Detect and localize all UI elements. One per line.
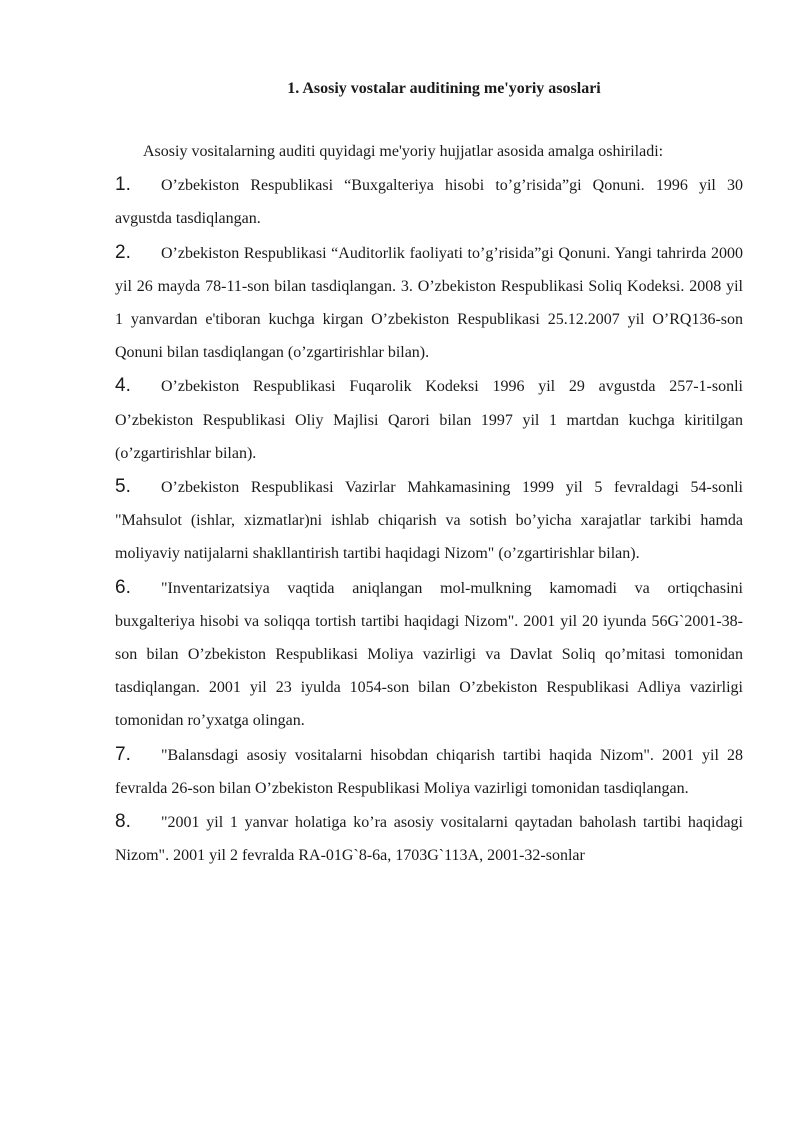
list-item — [115, 168, 743, 235]
list-item-text: "2001 yil 1 yanvar holatiga ko’ra asosiy vositalarni qaytadan baholash tartibi haqidagi Nizom". 2001 yil 2 fevralda RA-01G`8-6a, 1703G`113A, 2001-32-sonlar — [115, 814, 743, 865]
list-item-number: 6. — [115, 576, 131, 598]
list-item-text: O’zbekiston Respublikasi “Auditorlik faoliyati to’g’risida”gi Qonuni. Yangi tahrirda 2000 yil 26 mayda 78-11-son bilan tasdiqlangan. 3. O’zbekiston Respublikasi Soliq Kodeksi. 2008 yil 1 yanvardan e'tiboran kuchga kirgan O’zbekiston Respublikasi 25.12.2007 yil O’RQ136-son Qonuni bilan tasdiqlangan (o’zgartirishlar bilan). — [115, 244, 743, 362]
list-item-text: "Inventarizatsiya vaqtida aniqlangan mol-mulkning kamomadi va ortiqchasini buxgalteriya hisobi va soliqqa tortish tartibi haqidagi Nizom". 2001 yil 20 iyunda 56G`2001-38-son bilan O’zbekiston Respublikasi Moliya vazirligi va Davlat Soliq qo’mitasi tomonidan tasdiqlangan. 2001 yil 23 iyulda 1054-son bilan O’zbekiston Respublikasi Adliya vazirligi tomonidan ro’yxatga olingan. — [115, 579, 743, 730]
list-item — [115, 369, 743, 470]
list-item-text: O’zbekiston Respublikasi Fuqarolik Kodeksi 1996 yil 29 avgustda 257-1-sonli O’zbekiston Respublikasi Oliy Majlisi Qarori bilan 1997 yil 1 martdan kuchga kiritilgan (o’zgartirishlar bilan). — [115, 378, 743, 462]
page-title: 1. Asosiy vostalar auditining me'yoriy asoslari — [287, 80, 601, 97]
list-item — [115, 236, 743, 370]
list-item-text: O’zbekiston Respublikasi Vazirlar Mahkamasining 1999 yil 5 fevraldagi 54-sonli "Mahsulot (ishlar, xizmatlar)ni ishlab chiqarish va sotish bo’yicha xarajatlar tarkibi hamda moliyaviy natijalarni shakllantirish tartibi haqidagi Nizom" (o’zgartirishlar bilan). — [115, 479, 743, 563]
list-item — [115, 470, 743, 571]
list-item — [115, 571, 743, 738]
intro-paragraph: Asosiy vositalarning auditi quyidagi me'yoriy hujjatlar asosida amalga oshiriladi: — [143, 143, 664, 160]
list-item-number: 1. — [115, 174, 131, 196]
list-item-text: O’zbekiston Respublikasi “Buxgalteriya hisobi to’g’risida”gi Qonuni. 1996 yil 30 avgustda tasdiqlangan. — [115, 177, 743, 228]
list-item-number: 8. — [115, 811, 131, 833]
list-item — [115, 738, 743, 805]
list-item-number: 5. — [115, 476, 131, 498]
document-body — [115, 135, 743, 872]
list-item-number: 7. — [115, 743, 131, 765]
list-item — [115, 805, 743, 872]
list-item-number: 2. — [115, 241, 131, 263]
list-item-number: 4. — [115, 375, 131, 397]
list-item-text: "Balansdagi asosiy vositalarni hisobdan chiqarish tartibi haqida Nizom". 2001 yil 28 fevralda 26-son bilan O’zbekiston Respublikasi Moliya vazirligi tomonidan tasdiqlangan. — [115, 746, 743, 797]
